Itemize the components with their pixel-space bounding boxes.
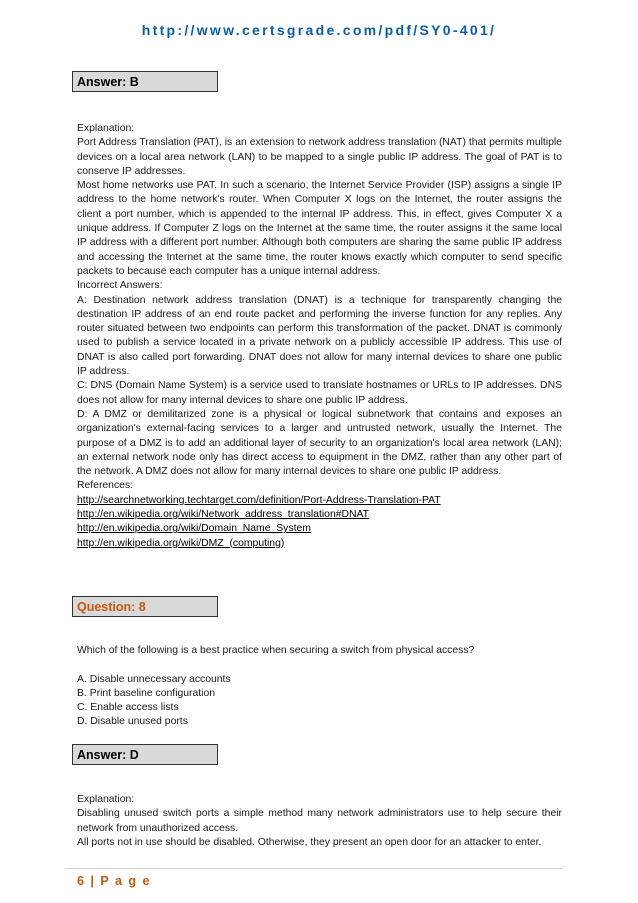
answer-option: A. Disable unnecessary accounts [77, 673, 231, 685]
explanation-label: Explanation: [77, 123, 135, 134]
reference-link[interactable]: http://en.wikipedia.org/wiki/DMZ_(computing) [77, 537, 285, 549]
reference-link[interactable]: http://en.wikipedia.org/wiki/Domain_Name_System [77, 523, 311, 535]
answer-explanation-block [77, 122, 562, 551]
explanation-paragraph: Disabling unused switch ports a simple method many network administrators use to help secure their network from unauthorized access. [77, 808, 562, 834]
explanation-paragraph: Port Address Translation (PAT), is an extension to network address translation (NAT) that permits multiple devices on a local area network (LAN) to be mapped to a single public IP address. The goal of PAT is to conserve IP addresses. [77, 137, 562, 177]
question-text: Which of the following is a best practice when securing a switch from physical access? [77, 645, 475, 656]
question-label: Question: 8 [77, 600, 146, 614]
question-label-box [72, 596, 218, 617]
explanation-paragraph: D: A DMZ or demilitarized zone is a physical or logical subnetwork that contains and exposes an organization's external-facing services to a larger and untrusted network, usually the Internet. The purpose of a DMZ is to add an additional layer of security to an organization's local area network (LAN); an external network node only has direct access to equipment in the DMZ, rather than any other part of the network. A DMZ does not allow for many internal devices to share one public IP address. [77, 408, 562, 478]
answer-label: Answer: D [77, 748, 139, 762]
answer-explanation-block [77, 793, 562, 850]
explanation-paragraph: All ports not in use should be disabled. Otherwise, they present an open door for an attacker to enter. [77, 836, 542, 848]
page-number: 6 | P a g e [77, 874, 151, 888]
reference-link[interactable]: http://en.wikipedia.org/wiki/Network_address_translation#DNAT [77, 509, 370, 521]
header-url[interactable]: http://www.certsgrade.com/pdf/SY0-401/ [141, 22, 497, 38]
answer-option: C. Enable access lists [77, 702, 179, 714]
answer-option: B. Print baseline configuration [77, 687, 216, 699]
explanation-paragraph: A: Destination network address translation (DNAT) is a technique for transparently changing the destination IP address of an end route packet and performing the inverse function for any replies. Any router situated between two endpoints can perform this transformation of the packet. DNAT is commonly used to publish a service located in a private network on a publicly accessible IP address. This use of DNAT is also called port forwarding. DNAT does not allow for many internal devices to share one public IP address. [77, 294, 562, 378]
references-heading: References: [77, 480, 134, 492]
answer-label: Answer: B [77, 75, 139, 89]
answer-option: D. Disable unused ports [77, 716, 188, 728]
reference-link[interactable]: http://searchnetworking.techtarget.com/definition/Port-Address-Translation-PAT [77, 494, 441, 506]
incorrect-answers-heading: Incorrect Answers: [77, 280, 163, 292]
explanation-paragraph: Most home networks use PAT. In such a scenario, the Internet Service Provider (ISP) assigns a single IP address to the home network's router. When Computer X logs on the Internet, the router assigns the client a port number, which is appended to the internal IP address. This, in effect, gives Computer X a unique address. If Computer Z logs on the Internet at the same time, the router assigns it the same local IP address with a different port number. Although both computers are sharing the same public IP address and accessing the Internet at the same time, the router knows exactly which computer to send specific packets to because each computer has a unique internal address. [77, 180, 562, 277]
footer-divider [65, 868, 562, 869]
answer-label-box [72, 744, 218, 765]
question-block [77, 644, 562, 730]
explanation-label: Explanation: [77, 794, 135, 805]
answer-label-box [72, 71, 218, 92]
explanation-paragraph: C: DNS (Domain Name System) is a service used to translate hostnames or URLs to IP addresses. DNS does not allow for many internal devices to share one public IP address. [77, 380, 562, 406]
